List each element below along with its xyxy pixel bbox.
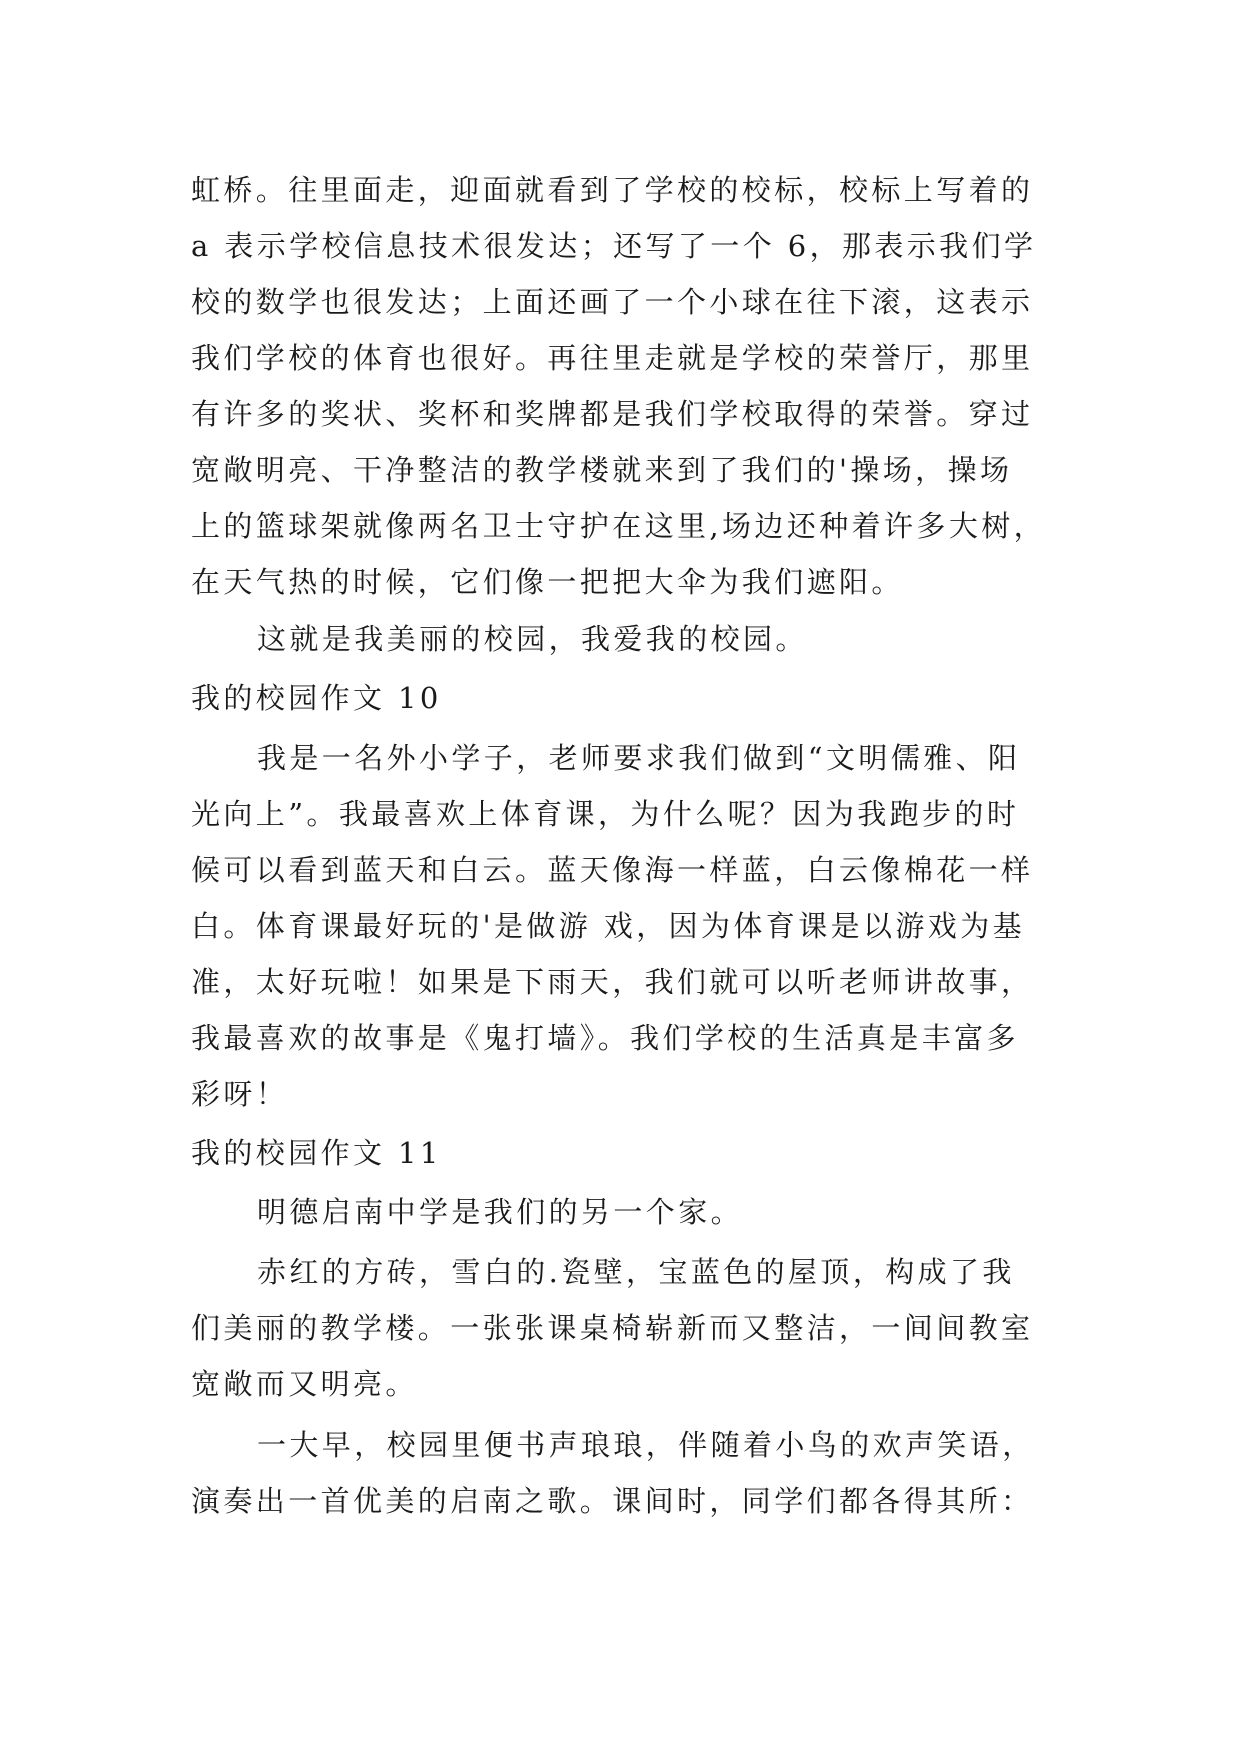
body-text-line: 上的篮球架就像两名卫士守护在这里,场边还种着许多大树， xyxy=(191,509,1047,543)
body-text-line: 我最喜欢的故事是《鬼打墙》。我们学校的生活真是丰富多 xyxy=(191,1021,1019,1055)
body-text-line: 校的数学也很发达；上面还画了一个小球在往下滚，这表示 xyxy=(191,285,1034,319)
body-text-line: 宽敞明亮、干净整洁的教学楼就来到了我们的'操场，操场 xyxy=(191,453,1013,487)
body-text-line: 有许多的奖状、奖杯和奖牌都是我们学校取得的荣誉。穿过 xyxy=(191,397,1034,431)
body-text-line: 虹桥。往里面走，迎面就看到了学校的校标，校标上写着的 xyxy=(191,173,1034,207)
paragraph-first-line: 一大早，校园里便书声琅琅，伴随着小鸟的欢声笑语， xyxy=(257,1428,1035,1462)
paragraph-first-line: 明德启南中学是我们的另一个家。 xyxy=(257,1195,744,1229)
body-text-line: 们美丽的教学楼。一张张课桌椅崭新而又整洁，一间间教室 xyxy=(191,1311,1034,1345)
body-text-line: 准，太好玩啦！如果是下雨天，我们就可以听老师讲故事， xyxy=(191,965,1034,999)
body-text-line: 我们学校的体育也很好。再往里走就是学校的荣誉厅，那里 xyxy=(191,341,1034,375)
paragraph-first-line: 这就是我美丽的校园，我爱我的校园。 xyxy=(257,622,808,656)
body-text-line: 候可以看到蓝天和白云。蓝天像海一样蓝，白云像棉花一样 xyxy=(191,853,1034,887)
body-text-line: 彩呀！ xyxy=(191,1077,289,1111)
paragraph-first-line: 我是一名外小学子，老师要求我们做到“文明儒雅、阳 xyxy=(257,741,1021,775)
body-text-line: 光向上”。我最喜欢上体育课，为什么呢？因为我跑步的时 xyxy=(191,797,1020,831)
section-heading: 我的校园作文 10 xyxy=(191,681,442,715)
body-text-line: 宽敞而又明亮。 xyxy=(191,1367,418,1401)
section-heading: 我的校园作文 11 xyxy=(191,1136,442,1170)
body-text-line: a 表示学校信息技术很发达；还写了一个 6，那表示我们学 xyxy=(191,229,1037,263)
body-text-line: 演奏出一首优美的启南之歌。课间时，同学们都各得其所： xyxy=(191,1484,1034,1518)
body-text-line: 白。体育课最好玩的'是做游 戏，因为体育课是以游戏为基 xyxy=(191,909,1025,943)
paragraph-first-line: 赤红的方砖，雪白的.瓷壁，宝蓝色的屋顶，构成了我 xyxy=(257,1255,1015,1289)
body-text-line: 在天气热的时候，它们像一把把大伞为我们遮阳。 xyxy=(191,565,904,599)
